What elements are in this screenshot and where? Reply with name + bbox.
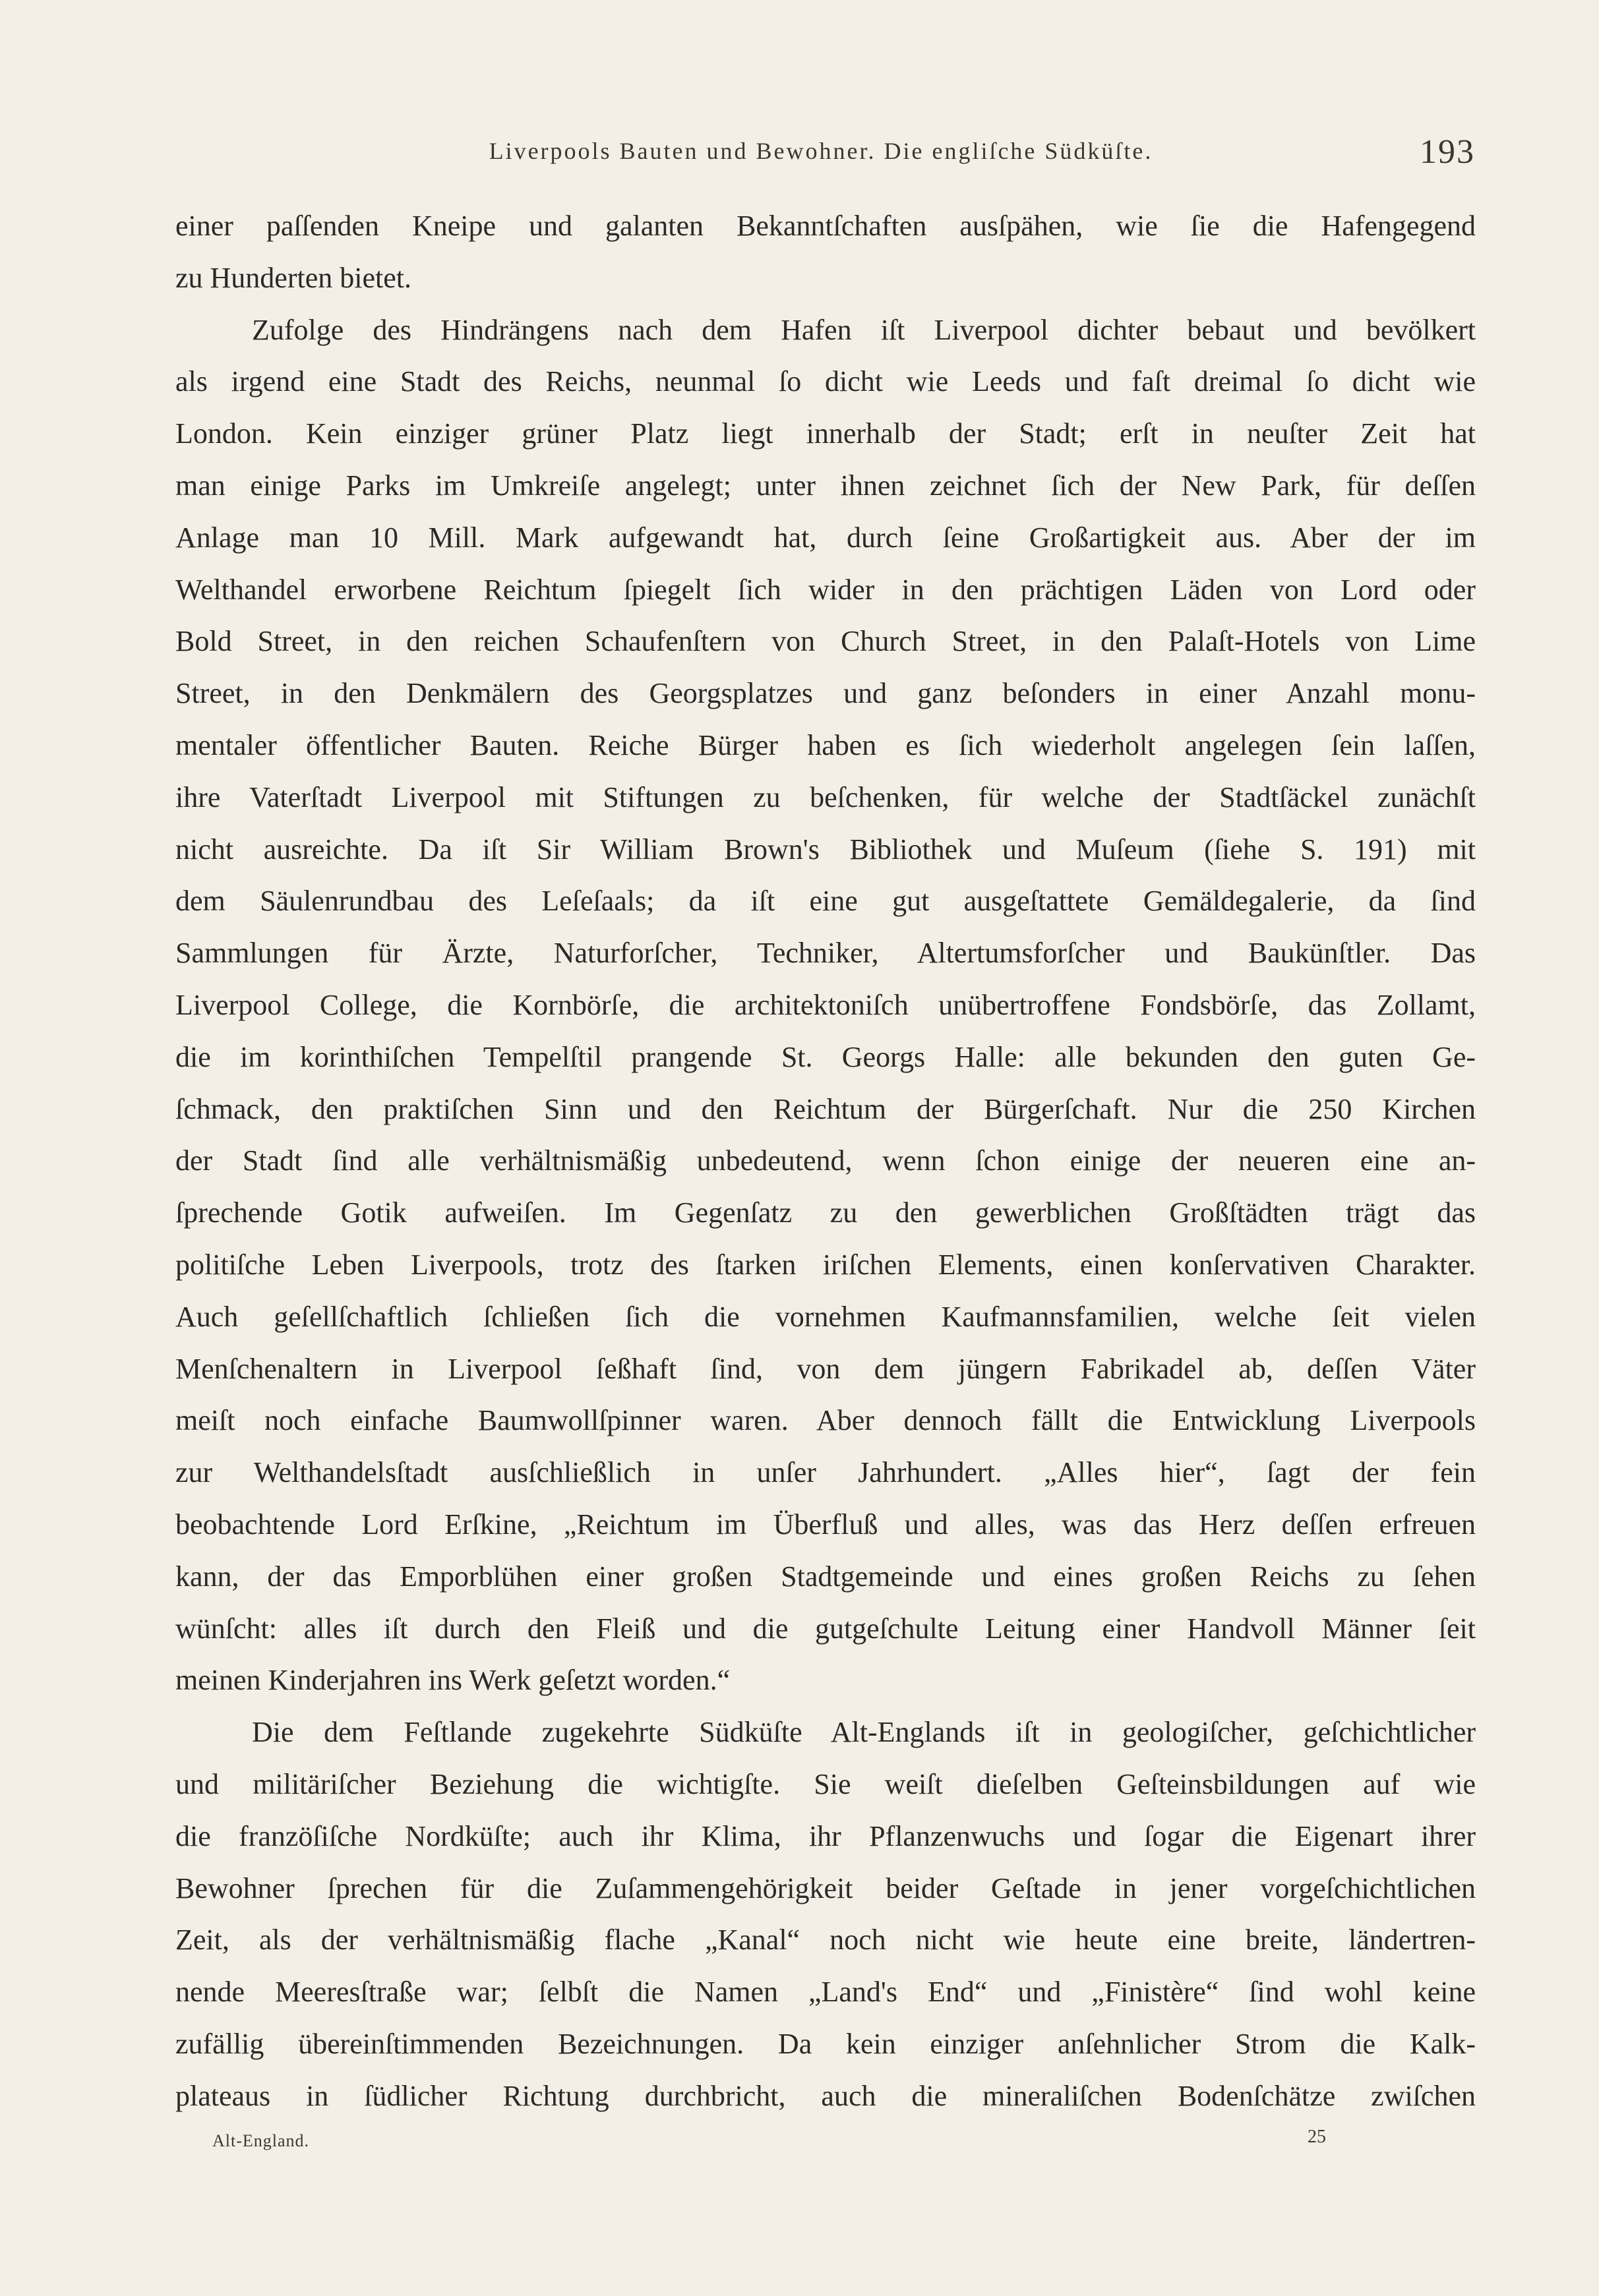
text-line: Sammlungen für Ärzte, Naturforſcher, Techniker, Altertumsforſcher und Baukünſtler. Das (175, 937, 1476, 970)
text-line: meiſt noch einfache Baumwollſpinner waren. Aber dennoch fällt die Entwicklung Liverpools (175, 1404, 1476, 1437)
text-line: beobachtende Lord Erſkine, „Reichtum im Überfluß und alles, was das Herz deſſen erfreuen (175, 1508, 1476, 1541)
text-line: ſchmack, den praktiſchen Sinn und den Reichtum der Bürgerſchaft. Nur die 250 Kirchen (175, 1092, 1476, 1125)
text-line: meinen Kinderjahren ins Werk geſetzt worden.“ (175, 1664, 731, 1697)
page-number: 193 (1420, 133, 1475, 171)
text-line: und militäriſcher Beziehung die wichtigſte. Sie weiſt dieſelben Geſteinsbildungen auf wie (175, 1767, 1476, 1800)
text-line: Anlage man 10 Mill. Mark aufgewandt hat, durch ſeine Großartigkeit aus. Aber der im (175, 521, 1476, 554)
text-line: Menſchenaltern in Liverpool ſeßhaft ſind, von dem jüngern Fabrikadel ab, deſſen Väter (175, 1352, 1476, 1385)
text-line: ihre Vaterſtadt Liverpool mit Stiftungen zu beſchenken, für welche der Stadtſäckel zunächſt (175, 780, 1476, 813)
sheet-number: 25 (1308, 2127, 1326, 2147)
text-line: zufällig übereinſtimmenden Bezeichnungen. Da kein einziger anſehnlicher Strom die Kalk- (175, 2027, 1476, 2060)
text-line: London. Kein einziger grüner Platz liegt innerhalb der Stadt; erſt in neuſter Zeit hat (175, 417, 1476, 450)
text-line: Auch geſellſchaftlich ſchließen ſich die vornehmen Kaufmannsfamilien, welche ſeit vielen (175, 1300, 1476, 1333)
text-line: als irgend eine Stadt des Reichs, neunmal ſo dicht wie Leeds und faſt dreimal ſo dicht wie (175, 365, 1476, 398)
text-line: ſprechende Gotik aufweiſen. Im Gegenſatz zu den gewerblichen Großſtädten trägt das (175, 1196, 1476, 1229)
text-line: mentaler öffentlicher Bauten. Reiche Bürger haben es ſich wiederholt angelegen ſein laſſen, (175, 728, 1476, 761)
text-line: plateaus in ſüdlicher Richtung durchbricht, auch die mineraliſchen Bodenſchätze zwiſchen (175, 2079, 1476, 2112)
text-line: nicht ausreichte. Da iſt Sir William Brown's Bibliothek und Muſeum (ſiehe S. 191) mit (175, 833, 1476, 866)
footer-signature: Alt-England. (212, 2131, 310, 2150)
paragraph (175, 200, 1476, 305)
text-line: Bold Street, in den reichen Schaufenſtern von Church Street, in den Palaſt-Hotels von Lime (175, 625, 1476, 658)
text-line: Bewohner ſprechen für die Zuſammengehörigkeit beider Geſtade in jener vorgeſchichtlichen (175, 1871, 1476, 1904)
body-text (175, 200, 1476, 2122)
text-line: dem Säulenrundbau des Leſeſaals; da iſt eine gut ausgeſtattete Gemäldegalerie, da ſind (175, 885, 1476, 918)
text-line: man einige Parks im Umkreiſe angelegt; unter ihnen zeichnet ſich der New Park, für deſſen (175, 469, 1476, 502)
running-head (0, 133, 1599, 171)
text-line: Street, in den Denkmälern des Georgsplatzes und ganz beſonders in einer Anzahl monu- (175, 677, 1476, 710)
text-line: die franzöſiſche Nordküſte; auch ihr Klima, ihr Pflanzenwuchs und ſogar die Eigenart ihrer (175, 1819, 1476, 1852)
text-line: die im korinthiſchen Tempelſtil prangende St. Georgs Halle: alle bekunden den guten Ge- (175, 1040, 1476, 1073)
text-line: der Stadt ſind alle verhältnismäßig unbedeutend, wenn ſchon einige der neueren eine an- (175, 1144, 1476, 1177)
text-line: zur Welthandelsſtadt ausſchließlich in unſer Jahrhundert. „Alles hier“, ſagt der fein (175, 1456, 1476, 1489)
text-line: zu Hunderten bietet. (175, 261, 411, 294)
paragraph (175, 305, 1476, 1707)
text-line: Zufolge des Hindrängens nach dem Hafen iſt Liverpool dichter bebaut und bevölkert (252, 313, 1476, 346)
text-line: Welthandel erworbene Reichtum ſpiegelt ſich wider in den prächtigen Läden von Lord oder (175, 573, 1476, 606)
text-line: Zeit, als der verhältnismäßig flache „Kanal“ noch nicht wie heute eine breite, ländertren- (175, 1924, 1476, 1957)
text-line: politiſche Leben Liverpools, trotz des ſtarken iriſchen Elements, einen konſervativen Charakter. (175, 1248, 1476, 1281)
text-line: kann, der das Emporblühen einer großen Stadtgemeinde und eines großen Reichs zu ſehen (175, 1560, 1476, 1593)
text-line: Liverpool College, die Kornbörſe, die architektoniſch unübertroffene Fondsbörſe, das Zollamt, (175, 988, 1476, 1021)
footer (0, 2124, 1599, 2153)
text-line: wünſcht: alles iſt durch den Fleiß und die gutgeſchulte Leitung einer Handvoll Männer ſeit (175, 1612, 1476, 1645)
text-line: nende Meeresſtraße war; ſelbſt die Namen „Land's End“ und „Finistère“ ſind wohl keine (175, 1976, 1476, 2009)
running-title: Liverpools Bauten und Bewohner. Die engliſche Südküſte. (489, 138, 1153, 164)
paragraph (175, 1707, 1476, 2122)
text-line: Die dem Feſtlande zugekehrte Südküſte Alt-Englands iſt in geologiſcher, geſchichtlicher (252, 1716, 1476, 1749)
text-line: einer paſſenden Kneipe und galanten Bekanntſchaften ausſpähen, wie ſie die Hafengegend (175, 210, 1476, 242)
